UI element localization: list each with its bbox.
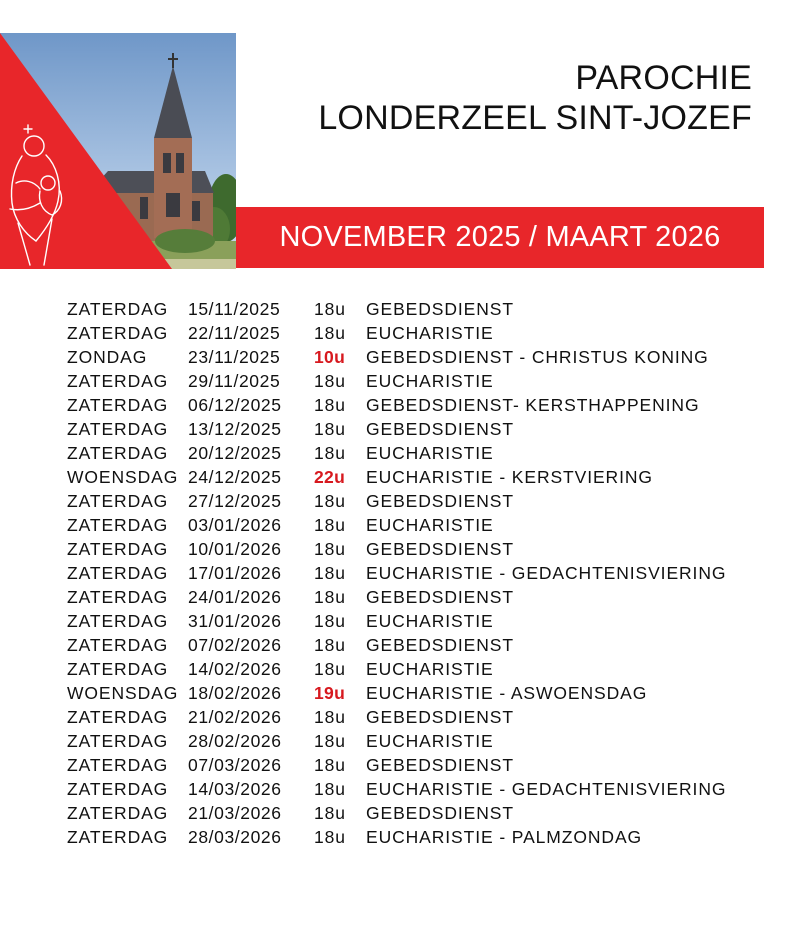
- period-label: NOVEMBER 2025 / MAART 2026: [279, 221, 721, 253]
- date-cell: 13/12/2025: [188, 419, 282, 439]
- date-cell: 10/01/2026: [188, 539, 282, 559]
- day-cell: ZATERDAG: [67, 731, 169, 751]
- day-cell: WOENSDAG: [67, 683, 179, 703]
- description-cell: EUCHARISTIE: [366, 659, 494, 679]
- time-cell: 18u: [314, 731, 346, 751]
- description-cell: GEBEDSDIENST: [366, 803, 514, 823]
- date-cell: 28/02/2026: [188, 731, 282, 751]
- date-cell: 14/03/2026: [188, 779, 282, 799]
- date-cell: 03/01/2026: [188, 515, 282, 535]
- description-cell: EUCHARISTIE: [366, 515, 494, 535]
- description-cell: GEBEDSDIENST: [366, 755, 514, 775]
- time-cell: 18u: [314, 707, 346, 727]
- date-cell: 27/12/2025: [188, 491, 282, 511]
- day-cell: ZATERDAG: [67, 323, 169, 343]
- day-cell: ZATERDAG: [67, 515, 169, 535]
- time-cell: 18u: [314, 371, 346, 391]
- day-cell: ZATERDAG: [67, 611, 169, 631]
- date-cell: 20/12/2025: [188, 443, 282, 463]
- time-cell: 18u: [314, 755, 346, 775]
- date-cell: 28/03/2026: [188, 827, 282, 847]
- day-cell: ZATERDAG: [67, 803, 169, 823]
- description-cell: GEBEDSDIENST: [366, 635, 514, 655]
- title-line-2: LONDERZEEL SINT-JOZEF: [318, 99, 752, 137]
- description-cell: GEBEDSDIENST: [366, 491, 514, 511]
- date-cell: 21/03/2026: [188, 803, 282, 823]
- date-cell: 18/02/2026: [188, 683, 282, 703]
- day-cell: ZATERDAG: [67, 659, 169, 679]
- time-cell: 18u: [314, 419, 346, 439]
- date-cell: 17/01/2026: [188, 563, 282, 583]
- period-banner: [236, 207, 764, 268]
- description-cell: EUCHARISTIE: [366, 443, 494, 463]
- title-line-1: PAROCHIE: [575, 59, 752, 97]
- date-cell: 24/12/2025: [188, 467, 282, 487]
- description-cell: EUCHARISTIE: [366, 323, 494, 343]
- description-cell: GEBEDSDIENST: [366, 707, 514, 727]
- day-cell: ZATERDAG: [67, 827, 169, 847]
- description-cell: EUCHARISTIE: [366, 611, 494, 631]
- description-cell: EUCHARISTIE: [366, 731, 494, 751]
- description-cell: EUCHARISTIE - ASWOENSDAG: [366, 683, 648, 703]
- description-cell: EUCHARISTIE - GEDACHTENISVIERING: [366, 779, 727, 799]
- date-cell: 15/11/2025: [188, 299, 281, 319]
- day-cell: ZONDAG: [67, 347, 148, 367]
- time-cell: 18u: [314, 539, 346, 559]
- day-cell: ZATERDAG: [67, 419, 169, 439]
- time-cell: 18u: [314, 779, 346, 799]
- day-cell: ZATERDAG: [67, 539, 169, 559]
- description-cell: EUCHARISTIE - GEDACHTENISVIERING: [366, 563, 727, 583]
- day-cell: ZATERDAG: [67, 395, 169, 415]
- day-cell: ZATERDAG: [67, 563, 169, 583]
- date-cell: 29/11/2025: [188, 371, 281, 391]
- time-cell: 18u: [314, 491, 346, 511]
- date-cell: 07/02/2026: [188, 635, 282, 655]
- day-cell: ZATERDAG: [67, 707, 169, 727]
- description-cell: GEBEDSDIENST: [366, 419, 514, 439]
- day-cell: ZATERDAG: [67, 299, 169, 319]
- date-cell: 21/02/2026: [188, 707, 282, 727]
- day-cell: ZATERDAG: [67, 443, 169, 463]
- description-cell: GEBEDSDIENST: [366, 539, 514, 559]
- time-cell: 18u: [314, 587, 346, 607]
- time-cell: 18u: [314, 827, 346, 847]
- day-cell: ZATERDAG: [67, 779, 169, 799]
- description-cell: EUCHARISTIE - KERSTVIERING: [366, 467, 653, 487]
- time-cell: 18u: [314, 443, 346, 463]
- date-cell: 07/03/2026: [188, 755, 282, 775]
- description-cell: GEBEDSDIENST: [366, 299, 514, 319]
- time-cell: 18u: [314, 611, 346, 631]
- date-cell: 24/01/2026: [188, 587, 282, 607]
- day-cell: ZATERDAG: [67, 371, 169, 391]
- date-cell: 23/11/2025: [188, 347, 281, 367]
- description-cell: GEBEDSDIENST: [366, 587, 514, 607]
- time-cell: 19u: [314, 683, 346, 703]
- time-cell: 22u: [314, 467, 346, 487]
- time-cell: 18u: [314, 635, 346, 655]
- date-cell: 22/11/2025: [188, 323, 281, 343]
- parish-title: [318, 58, 752, 138]
- time-cell: 18u: [314, 299, 346, 319]
- time-cell: 18u: [314, 515, 346, 535]
- header-artwork: [0, 33, 236, 269]
- time-cell: 18u: [314, 563, 346, 583]
- description-cell: GEBEDSDIENST - CHRISTUS KONING: [366, 347, 709, 367]
- description-cell: EUCHARISTIE - PALMZONDAG: [366, 827, 643, 847]
- time-cell: 18u: [314, 395, 346, 415]
- description-cell: GEBEDSDIENST- KERSTHAPPENING: [366, 395, 700, 415]
- day-cell: ZATERDAG: [67, 635, 169, 655]
- time-cell: 10u: [314, 347, 346, 367]
- date-cell: 31/01/2026: [188, 611, 282, 631]
- time-cell: 18u: [314, 323, 346, 343]
- description-cell: EUCHARISTIE: [366, 371, 494, 391]
- date-cell: 06/12/2025: [188, 395, 282, 415]
- time-cell: 18u: [314, 659, 346, 679]
- day-cell: ZATERDAG: [67, 491, 169, 511]
- day-cell: ZATERDAG: [67, 587, 169, 607]
- date-cell: 14/02/2026: [188, 659, 282, 679]
- day-cell: WOENSDAG: [67, 467, 179, 487]
- day-cell: ZATERDAG: [67, 755, 169, 775]
- time-cell: 18u: [314, 803, 346, 823]
